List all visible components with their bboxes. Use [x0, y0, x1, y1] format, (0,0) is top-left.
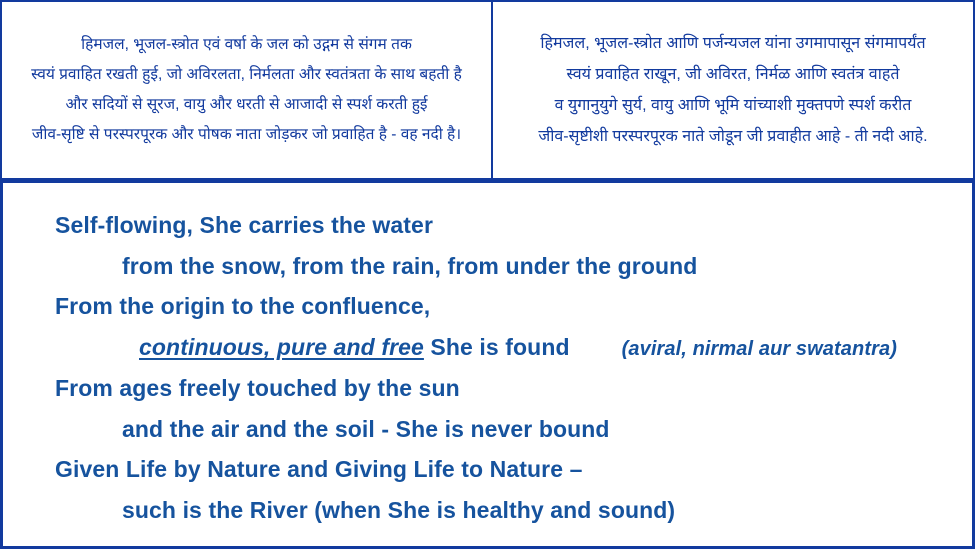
poem-line-1: Self-flowing, She carries the water	[55, 212, 433, 238]
marathi-definition-box	[493, 0, 975, 180]
marathi-line-1: हिमजल, भूजल-स्त्रोत आणि पर्जन्यजल यांना उगमापासून संगमापर्यंत	[540, 34, 926, 52]
hindi-line-4: जीव-सृष्टि से परस्परपूरक और पोषक नाता जोड़कर जो प्रवाहित है - वह नदी है।	[31, 126, 462, 144]
marathi-line-2: स्वयं प्रवाहित राखून, जी अविरत, निर्मळ आणि स्वतंत्र वाहते	[566, 65, 900, 83]
marathi-line-3: व युगानुयुगे सुर्य, वायु आणि भूमि यांच्याशी मुक्तपणे स्पर्श करीत	[554, 97, 912, 114]
poem-line-2: from the snow, from the rain, from under the ground	[122, 252, 698, 279]
poem-emphasis-phrase: continuous, pure and free	[139, 334, 424, 361]
hindi-definition-box	[0, 0, 493, 180]
hindi-line-2: स्वयं प्रवाहित रखती हुई, जो अविरलता, निर्मलता और स्वतंत्रता के साथ बहती है	[31, 65, 462, 83]
poem-line-4	[27, 327, 948, 368]
hindi-line-3: और सदियों से सूरज, वायु और धरती से आजादी से स्पर्श करती हुई	[65, 96, 428, 113]
marathi-line-4: जीव-सृष्टीशी परस्परपूरक नाते जोडून जी प्रवाहीत आहे - ती नदी आहे.	[538, 128, 928, 146]
poem-line-7: Given Life by Nature and Giving Life to Nature –	[55, 456, 583, 483]
poem-line-6: and the air and the soil - She is never bound	[122, 415, 610, 442]
poem-line-8: such is the River (when She is healthy and sound)	[122, 496, 676, 523]
hindi-line-1: हिमजल, भूजल-स्त्रोत एवं वर्षा के जल को उद्गम से संगम तक	[81, 35, 412, 53]
poem-transliteration-note: (aviral, nirmal aur swatantra)	[621, 338, 897, 361]
english-poem-box	[0, 180, 975, 549]
translations-row	[0, 0, 975, 180]
english-poem	[27, 205, 948, 531]
poem-line-3: From the origin to the confluence,	[55, 293, 431, 320]
poem-emphasis-rest: She is found	[423, 334, 570, 361]
poem-line-5: From ages freely touched by the sun	[55, 374, 460, 401]
